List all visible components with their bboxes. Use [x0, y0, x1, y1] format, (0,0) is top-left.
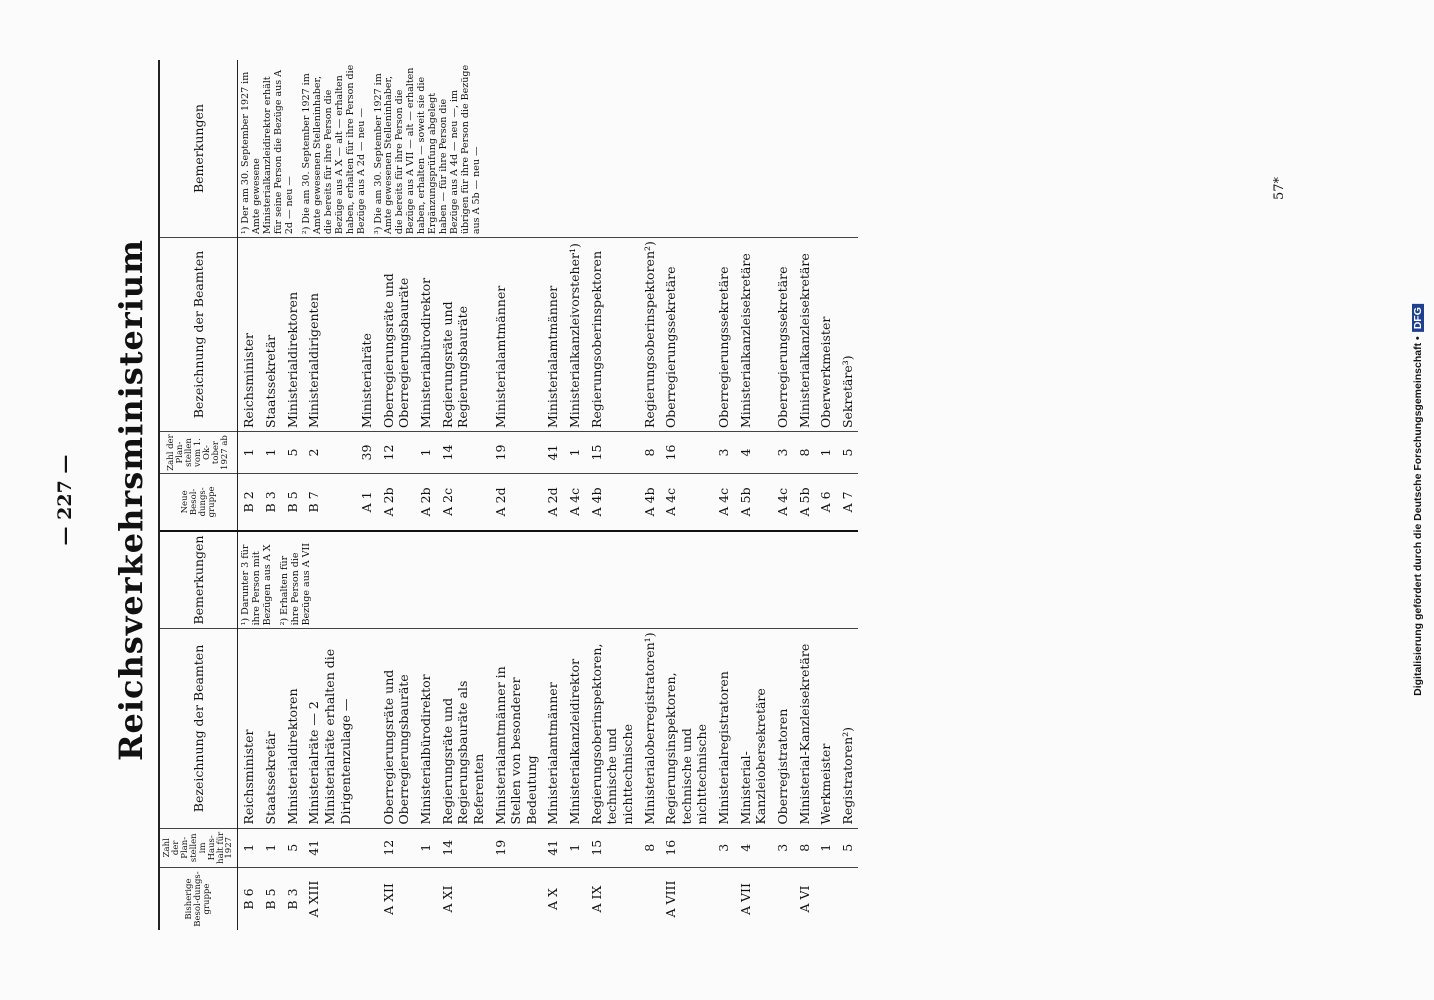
old-group-cell: A XII [380, 883, 396, 915]
new-title-cell: Ministerialamtmänner [490, 238, 543, 432]
old-title-cell: Ministerialregistratoren [713, 629, 735, 828]
new-group-cell: B 7 [303, 474, 356, 531]
new-title-cell: Ministerialkanzleisekretäre [735, 238, 772, 432]
count-new-cell: 4 [735, 432, 772, 474]
old-group-cell: A VII [737, 883, 753, 915]
old-title-cell: Ministerialbürodirektor [415, 629, 437, 828]
count-new-cell: 39 [356, 432, 378, 474]
new-title-cell: Regierungsräte und Regierungsbauräte [437, 238, 490, 432]
old-group-cell: A VI [796, 885, 812, 913]
count-new-cell: 15 [586, 432, 639, 474]
count-1927-cell: 15 [586, 828, 639, 868]
old-title-cell: Oberregierungsräte und Oberregierungsbauräte [378, 629, 415, 828]
header-remarks-left: Bemerkungen [159, 531, 238, 629]
old-title-cell: Regierungsräte und Regierungsbauräte als Referenten [437, 629, 490, 828]
new-group-cell: A 5b [794, 474, 816, 531]
table-row [238, 60, 260, 930]
new-group-cell: A 4c [713, 474, 735, 531]
count-1927-cell: 12 [378, 828, 415, 868]
old-title-cell: Ministerialamtmänner [542, 629, 564, 828]
count-1927-cell: 1 [238, 828, 260, 868]
header-new-group: Neue Besol-dungs-gruppe [159, 474, 238, 531]
count-new-cell: 14 [437, 432, 490, 474]
page-number: — 227 — [54, 454, 76, 546]
remarks-right-cell [238, 60, 859, 238]
old-group-cell [490, 868, 543, 930]
new-group-cell: A 5b [735, 474, 772, 531]
old-group-cell: B 3 [284, 888, 300, 910]
count-1927-cell [356, 828, 378, 868]
footnote: ¹) Der am 30. September 1927 im Amte gewesene Ministerialkanzleidirektor erhält für seine Person die Bezüge aus A 2d — neu — [240, 70, 296, 235]
sheet-signature: 57* [1272, 176, 1287, 200]
footnote: ¹) Darunter 3 für ihre Person mit Bezügen aus A X [240, 544, 274, 626]
old-group-cell: A XI [439, 885, 455, 913]
count-1927-cell: 14 [437, 828, 490, 868]
count-1927-cell: 19 [490, 828, 543, 868]
header-remarks-right: Bemerkungen [159, 60, 238, 238]
count-1927-cell: 4 [735, 828, 772, 868]
count-1927-cell: 41 [303, 828, 356, 868]
count-new-cell: 1 [260, 432, 282, 474]
new-title-cell: Ministerialamtmänner [542, 238, 564, 432]
new-title-cell: Regierungsoberinspektoren [586, 238, 639, 432]
new-title-cell: Ministerialdirigenten [303, 238, 356, 432]
count-1927-cell: 1 [815, 828, 837, 868]
new-title-cell: Regierungsoberinspektoren²) [639, 238, 661, 432]
header-old-group: Bisherige Besol-dungs-gruppe [159, 868, 238, 930]
new-group-cell: A 4c [564, 474, 586, 531]
old-group-cell: A VIII [663, 880, 679, 918]
new-title-cell: Oberregierungsräte und Oberregierungsbauräte [378, 238, 415, 432]
old-title-cell: Ministerialoberregistratoren¹) [639, 629, 661, 828]
old-group-cell [415, 868, 437, 930]
count-new-cell: 8 [794, 432, 816, 474]
header-title-new: Bezeichnung der Beamten [159, 238, 238, 432]
new-group-cell: A 2b [415, 474, 437, 531]
count-new-cell: 1 [815, 432, 837, 474]
new-group-cell: A 4c [772, 474, 794, 531]
old-group-cell [356, 868, 378, 930]
new-group-cell: A 2b [378, 474, 415, 531]
old-title-cell: Ministerial-Kanzleisekretäre [794, 629, 816, 828]
new-title-cell: Reichsminister [238, 238, 260, 432]
footnote: ³) Die am 30. September 1927 im Amte gewesenen Stelleninhaber, die bereits für ihre Person die Bezüge aus A VII — alt — erhalten haben, erhalten — soweit sie die Ergänzungsprüfung abgelegt haben — für ihre Person die Bezüge aus A 4d — neu —, im übrigen für ihre Person die Bezüge aus A 5b — neu — [372, 64, 482, 235]
new-title-cell: Oberregierungssekretäre [772, 238, 794, 432]
new-title-cell: Staatssekretär [260, 238, 282, 432]
new-title-cell: Ministerialbürodirektor [415, 238, 437, 432]
old-title-cell: Ministerialamtmänner in Stellen von besonderer Bedeutung [490, 629, 543, 828]
count-1927-cell: 1 [260, 828, 282, 868]
footnote: ²) Erhalten für ihre Person die Bezüge aus A VII [279, 543, 312, 626]
new-group-cell: B 3 [260, 474, 282, 531]
count-1927-cell: 5 [282, 828, 304, 868]
old-group-cell [772, 868, 794, 930]
header-count-new: Zahl der Plan-stellen vom 1. Ok-tober 1927 ab [159, 432, 238, 474]
count-new-cell: 41 [542, 432, 564, 474]
new-group-cell: A 7 [837, 474, 859, 531]
old-group-cell: A IX [588, 885, 604, 913]
count-1927-cell: 3 [713, 828, 735, 868]
new-group-cell: A 4c [660, 474, 713, 531]
count-new-cell: 1 [415, 432, 437, 474]
salary-table [158, 60, 858, 930]
header-count-1927: Zahl der Plan-stellen im Haus-halt für 1927 [159, 828, 238, 868]
new-group-cell: A 6 [815, 474, 837, 531]
remarks-left-cell [238, 531, 859, 629]
old-title-cell [356, 629, 378, 828]
old-title-cell: Regierungsinspektoren, technische und nichttechnische [660, 629, 713, 828]
dfg-logo: DFG [1412, 304, 1424, 332]
count-1927-cell: 1 [564, 828, 586, 868]
new-title-cell: Oberregierungssekretäre [660, 238, 713, 432]
new-title-cell: Sekretäre³) [837, 238, 859, 432]
new-title-cell: Oberregierungssekretäre [713, 238, 735, 432]
old-title-cell: Werkmeister [815, 629, 837, 828]
digitization-credit [1412, 304, 1424, 696]
old-group-cell [564, 868, 586, 930]
new-group-cell: B 5 [282, 474, 304, 531]
new-group-cell: A 4b [639, 474, 661, 531]
new-group-cell: A 1 [356, 474, 378, 531]
count-1927-cell: 8 [794, 828, 816, 868]
new-title-cell: Oberwerkmeister [815, 238, 837, 432]
old-group-cell [713, 868, 735, 930]
new-group-cell: B 2 [238, 474, 260, 531]
count-new-cell: 3 [713, 432, 735, 474]
count-1927-cell: 41 [542, 828, 564, 868]
old-group-cell: A X [545, 888, 561, 910]
count-1927-cell: 8 [639, 828, 661, 868]
count-new-cell: 1 [238, 432, 260, 474]
count-new-cell: 3 [772, 432, 794, 474]
count-new-cell: 19 [490, 432, 543, 474]
new-title-cell: Ministerialräte [356, 238, 378, 432]
count-new-cell: 5 [837, 432, 859, 474]
old-title-cell: Oberregistratoren [772, 629, 794, 828]
old-title-cell: Ministerialräte — 2 Ministerialräte erhalten die Dirigentenzulage — [303, 629, 356, 828]
header-title-old: Bezeichnung der Beamten [159, 629, 238, 828]
old-title-cell: Reichsminister [238, 629, 260, 828]
old-group-cell [815, 868, 837, 930]
count-1927-cell: 3 [772, 828, 794, 868]
old-group-cell: B 5 [263, 888, 278, 910]
count-new-cell: 5 [282, 432, 304, 474]
old-group-cell [639, 868, 661, 930]
old-title-cell: Ministerial-Kanzleiobersekretäre [735, 629, 772, 828]
new-group-cell: A 2d [542, 474, 564, 531]
new-group-cell: A 2d [490, 474, 543, 531]
count-new-cell: 16 [660, 432, 713, 474]
count-1927-cell: 5 [837, 828, 859, 868]
count-1927-cell: 1 [415, 828, 437, 868]
old-title-cell: Staatssekretär [260, 629, 282, 828]
new-group-cell: A 4b [586, 474, 639, 531]
old-title-cell: Ministerialdirektoren [282, 629, 304, 828]
old-group-cell: B 6 [241, 888, 257, 910]
count-new-cell: 2 [303, 432, 356, 474]
old-title-cell: Regierungsoberinspektoren, technische und nichttechnische [586, 629, 639, 828]
new-group-cell: A 2c [437, 474, 490, 531]
count-new-cell: 1 [564, 432, 586, 474]
old-group-cell [837, 868, 859, 930]
page-title: Reichsverkehrsministerium [112, 238, 150, 762]
count-new-cell: 12 [378, 432, 415, 474]
footnote: ²) Die am 30. September 1927 im Amte gewesenen Stelleninhaber, die bereits für ihre Person die Bezüge aus A X — alt — erhalten haben, erhalten für ihre Person die Bezüge aus A 2d — neu — [300, 64, 367, 235]
credit-text: Digitalisierung gefördert durch die Deutsche Forschungsgemeinschaft • [1412, 336, 1424, 696]
table-header [159, 60, 238, 930]
new-title-cell: Ministerialdirektoren [282, 238, 304, 432]
new-title-cell: Ministerialkanzleivorsteher¹) [564, 238, 586, 432]
new-title-cell: Ministerialkanzleisekretäre [794, 238, 816, 432]
old-title-cell: Ministerialkanzleidirektor [564, 629, 586, 828]
count-1927-cell: 16 [660, 828, 713, 868]
count-new-cell: 8 [639, 432, 661, 474]
old-title-cell: Registratoren²) [837, 629, 859, 828]
old-group-cell: A XIII [306, 880, 322, 918]
